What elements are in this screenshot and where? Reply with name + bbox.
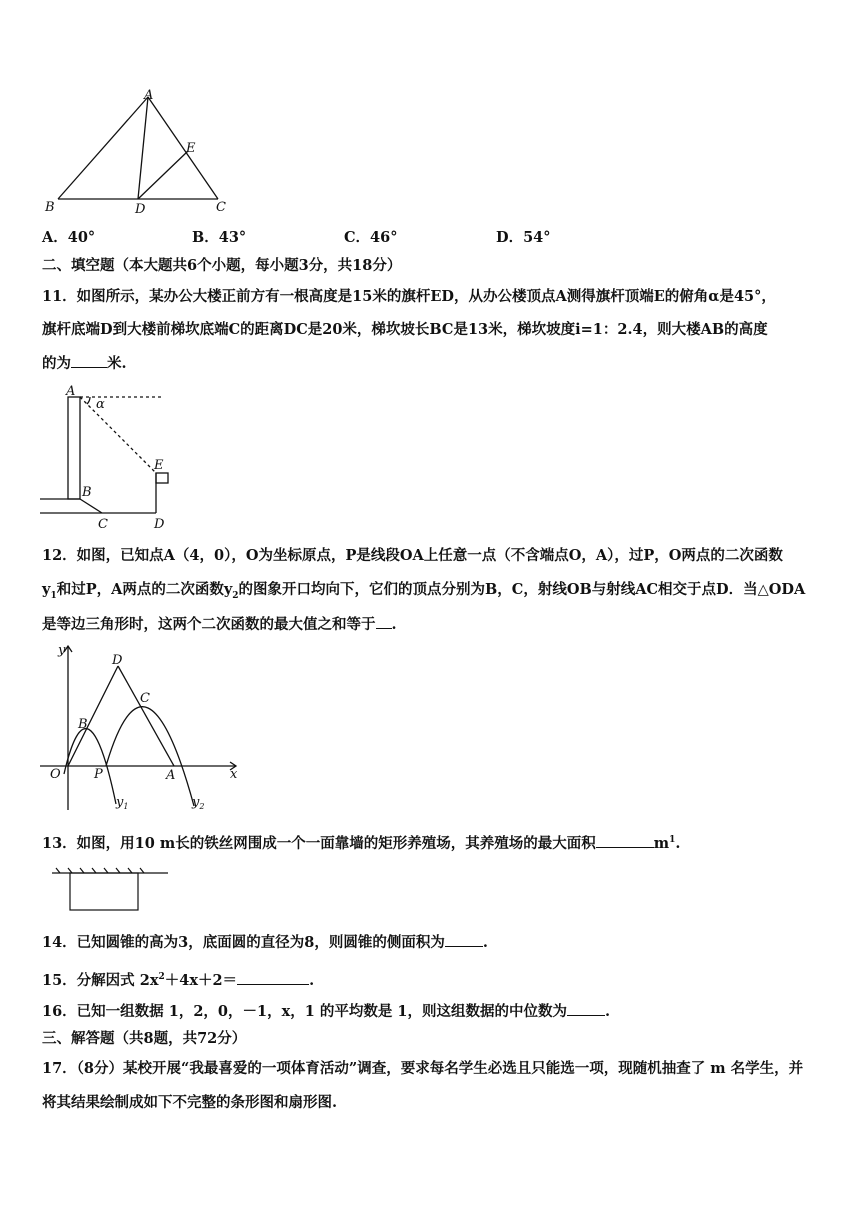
q15-sup: 2: [158, 972, 165, 982]
q12-line2-mid: 和过P，A两点的二次函数y: [56, 581, 233, 598]
point-label-B: B: [45, 200, 55, 215]
q12-y2-sub: 2: [232, 590, 239, 601]
point-label-E: E: [154, 458, 164, 473]
q11-line2: 旗杆底端D到大楼前梯坎底端C的距离DC是20米，梯坎坡长BC是13米，梯坎坡度i=1：2.4，则大楼AB的高度: [42, 321, 768, 338]
q16-answer-blank[interactable]: [567, 1000, 605, 1016]
q13-line: [42, 829, 680, 855]
q16-text-pre: 16．已知一组数据 1，2，0，－1，x，1 的平均数是 1，则这组数据的中位数为: [42, 1003, 567, 1020]
q11-text-post: 米.: [107, 355, 127, 372]
wall-rectangle-figure: [50, 865, 175, 915]
point-label-C: C: [216, 200, 226, 215]
point-label-P: P: [94, 767, 103, 782]
q12-y1: y: [42, 581, 51, 598]
axis-label-y: y: [58, 643, 66, 658]
section3-heading: 三、解答题（共8题，共72分）: [42, 1030, 247, 1047]
q14-line: [42, 931, 488, 954]
q13-text-post: .: [675, 834, 681, 852]
choice-d: D．54°: [496, 229, 551, 246]
q13-unit: m: [653, 834, 670, 852]
q12-y1-sub: 1: [50, 590, 57, 601]
q11-line3: [42, 352, 127, 375]
triangle-figure: [40, 85, 240, 215]
point-label-O: O: [50, 767, 61, 782]
q12-line2: [42, 579, 805, 607]
point-label-D: D: [112, 653, 123, 668]
choice-b: B．43°: [192, 229, 247, 246]
point-label-B: B: [78, 717, 88, 732]
q15-line: [42, 966, 314, 992]
point-label-E: E: [186, 141, 196, 156]
q11-answer-blank[interactable]: [71, 352, 107, 368]
q14-text-post: .: [482, 934, 488, 951]
point-label-C: C: [140, 691, 150, 706]
q15-text-pre: 15．分解因式 2x: [42, 971, 159, 989]
section2-heading: 二、填空题（本大题共6个小题，每小题3分，共18分）: [42, 257, 402, 274]
q14-text-pre: 14．已知圆锥的高为3，底面圆的直径为8，则圆锥的侧面积为: [42, 934, 445, 951]
q12-text-pre: 是等边三角形时，这两个二次函数的最大值之和等于: [42, 616, 376, 633]
q12-line1: 12．如图，已知点A（4，0），O为坐标原点，P是线段OA上任意一点（不含端点O，A），过P，O两点的二次函数: [42, 547, 783, 564]
q17-line2: 将其结果绘制成如下不完整的条形图和扇形图.: [42, 1094, 338, 1111]
q11-line1: 11．如图所示，某办公大楼正前方有一根高度是15米的旗杆ED，从办公楼顶点A测得旗杆顶端E的俯角α是45°，: [42, 288, 776, 305]
q15-text-mid: ＋4x＋2＝: [164, 971, 238, 989]
q16-line: [42, 1000, 610, 1023]
q12-line3: [42, 613, 397, 636]
q14-answer-blank[interactable]: [445, 931, 483, 947]
point-label-B: B: [82, 485, 92, 500]
curve-label-y1: $y_1$: [116, 795, 129, 811]
choice-c: C．46°: [344, 229, 398, 246]
q13-unit-sup: 1: [669, 835, 676, 845]
q11-text-pre: 的为: [42, 355, 71, 372]
choice-a: A．40°: [42, 229, 96, 246]
point-label-A: A: [166, 768, 176, 783]
point-label-A: A: [66, 384, 76, 399]
q12-text-post: .: [391, 616, 397, 633]
q16-text-post: .: [605, 1003, 611, 1020]
point-label-D: D: [135, 202, 146, 217]
q12-answer-blank[interactable]: [376, 613, 392, 629]
curve-label-y2: $y_2$: [192, 795, 205, 811]
q13-answer-blank[interactable]: [596, 832, 654, 848]
q12-line2-end: 的图象开口均向下，它们的顶点分别为B，C，射线OB与射线AC相交于点D．当△ODA: [238, 581, 806, 598]
point-label-C: C: [98, 517, 108, 532]
angle-label-alpha: α: [96, 397, 105, 412]
q13-text-pre: 13．如图，用10 m长的铁丝网围成一个一面靠墙的矩形养殖场，其养殖场的最大面积: [42, 834, 596, 852]
flagpole-figure: [40, 385, 180, 535]
axis-label-x: x: [230, 767, 238, 782]
point-label-A: A: [144, 88, 154, 103]
point-label-D: D: [154, 517, 165, 532]
q15-answer-blank[interactable]: [237, 969, 309, 985]
q17-line1: 17．（8分）某校开展“我最喜爱的一项体育活动”调查，要求每名学生必选且只能选一项，现随机抽查了 m 名学生，并: [42, 1060, 804, 1077]
q15-text-post: .: [309, 971, 315, 989]
parabola-figure: [40, 640, 250, 820]
